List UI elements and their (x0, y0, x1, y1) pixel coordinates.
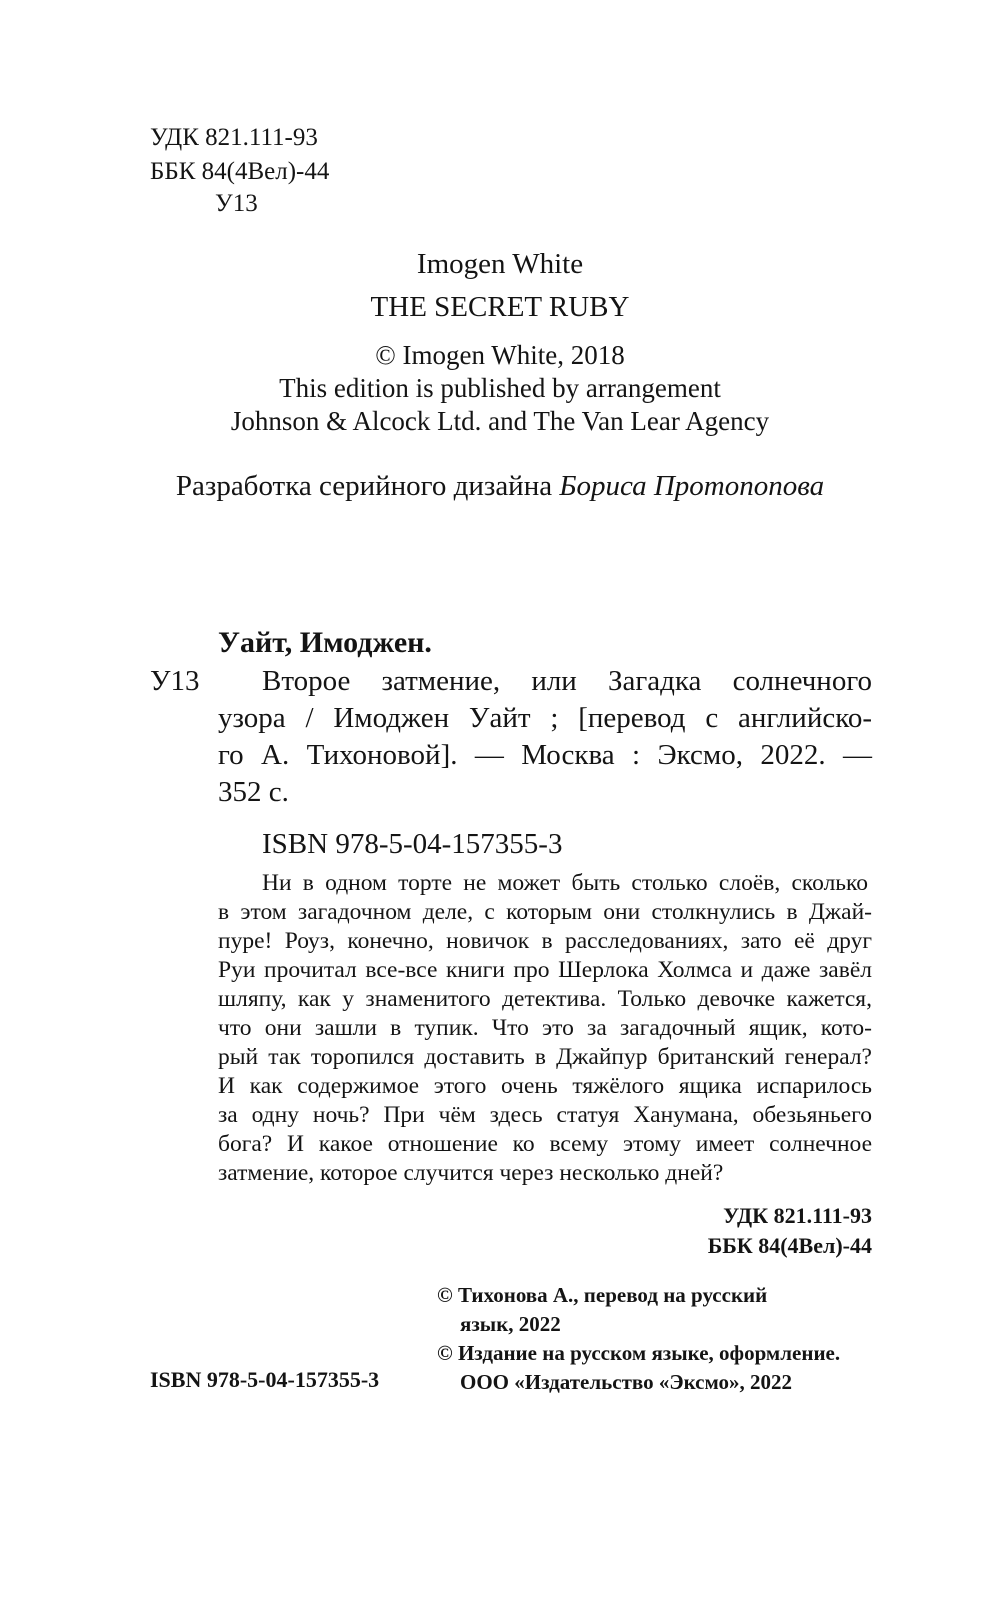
original-arrangement-line-2: Johnson & Alcock Ltd. and The Van Lear Agency (230, 406, 770, 436)
footer-bbk: ББК 84(4Вел)-44 (707, 1233, 872, 1258)
summary-line: за одну ночь? При чём здесь статуя Ханумана, обезьяньего (218, 1102, 872, 1128)
original-author: Imogen White (416, 248, 584, 280)
header-code: У13 (215, 190, 258, 217)
summary-line: пуре! Роуз, конечно, новичок в расследованиях, зато её друг (218, 928, 872, 954)
footer-isbn: ISBN 978-5-04-157355-3 (150, 1367, 380, 1392)
design-credit-prefix: Разработка серийного дизайна (175, 470, 553, 502)
summary-line: Руи прочитал все-все книги про Шерлока Холмса и даже завёл (218, 957, 872, 983)
footer-copyright-line: язык, 2022 (460, 1312, 561, 1336)
summary-line: Ни в одном торте не может быть столько слоёв, сколько (262, 870, 868, 896)
footer-copyright-line: © Издание на русском языке, оформление. (437, 1341, 841, 1365)
summary-line: в этом загадочном деле, с которым они столкнулись в Джай- (218, 899, 872, 925)
summary-line: И как содержимое этого очень тяжёлого ящика испарилось (218, 1073, 872, 1099)
catalog-description-line: узора / Имоджен Уайт ; [перевод с английско- (218, 702, 872, 734)
catalog-code: У13 (150, 665, 200, 697)
original-copyright: © Imogen White, 2018 (375, 340, 625, 370)
header-udk: УДК 821.111-93 (150, 124, 318, 151)
summary-line: затмение, которое случится через несколько дней? (218, 1160, 724, 1186)
design-credit-designer: Бориса Протопопова (559, 470, 825, 502)
original-arrangement-line-1: This edition is published by arrangement (279, 373, 721, 403)
footer-copyright-line: © Тихонова А., перевод на русский (437, 1283, 768, 1307)
summary-line: шляпу, как у знаменитого детектива. Только девочке кажется, (218, 986, 872, 1012)
footer-copyright-line: ООО «Издательство «Эксмо», 2022 (460, 1370, 793, 1394)
original-title: THE SECRET RUBY (370, 291, 630, 323)
summary-line: бога? И какое отношение ко всему этому имеет солнечное (218, 1131, 872, 1157)
catalog-isbn: ISBN 978-5-04-157355-3 (262, 828, 563, 860)
catalog-description-line: Второе затмение, или Загадка солнечного (262, 665, 872, 697)
catalog-description-line: го А. Тихоновой]. — Москва : Эксмо, 2022. — (218, 739, 872, 771)
header-bbk: ББК 84(4Вел)-44 (150, 158, 330, 185)
footer-udk: УДК 821.111-93 (723, 1203, 872, 1228)
catalog-description-line: 352 с. (218, 776, 289, 808)
design-credit (0, 470, 1000, 503)
summary-line: рый так торопился доставить в Джайпур британский генерал? (218, 1044, 872, 1070)
summary-line: что они зашли в тупик. Что это за загадочный ящик, кото- (218, 1015, 872, 1041)
catalog-author: Уайт, Имоджен. (218, 626, 432, 659)
